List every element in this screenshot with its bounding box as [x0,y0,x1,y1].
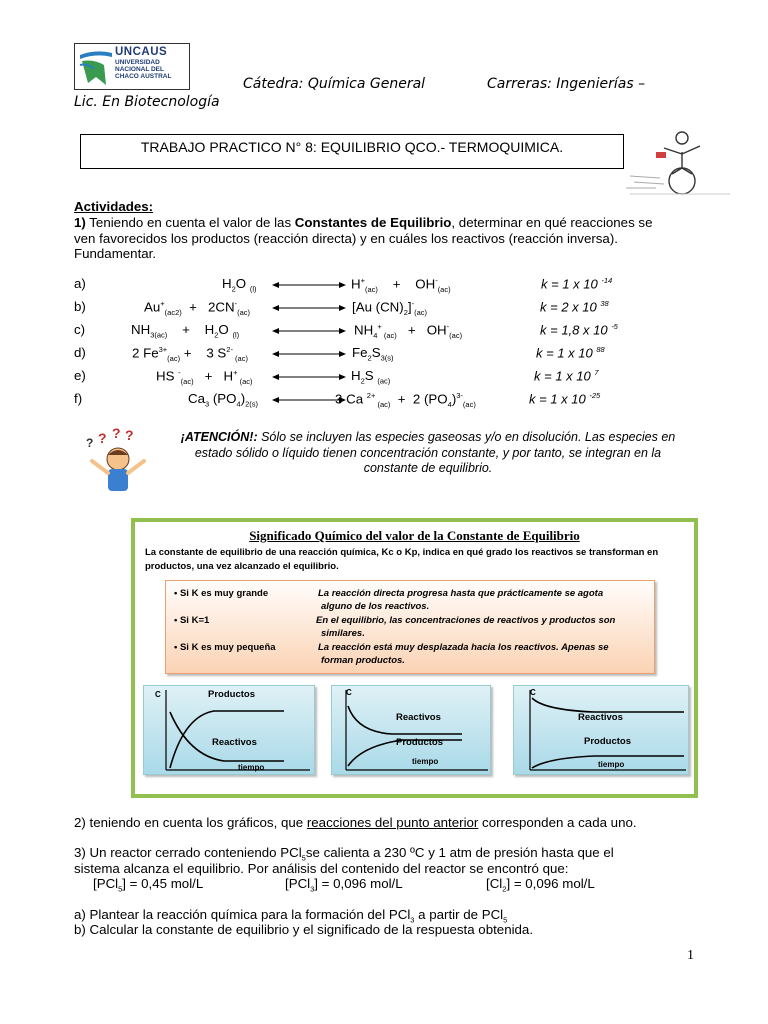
question-1-line-2: ven favorecidos los productos (reacción directa) y en cuáles los reactivos (reacción inversa). [74,231,618,246]
reaction-f-reactants: $Ca_3$ $(PO_4)_{2(s)}$ [188,391,259,409]
reaction-b-products: [Au $(CN)_2]^-_{(ac)}$ [352,299,428,318]
graph-axis-label: C [530,688,536,697]
confused-character-icon [82,425,152,497]
svg-text:?: ? [98,430,107,446]
reaction-a-label: a) [74,276,86,291]
reaction-a-reactants: $H_2O$ $_{(l)}$ [222,276,257,294]
graph-curve-label: Productos [396,737,443,748]
reaction-d-label: d) [74,345,86,360]
graph-k-small [513,685,689,775]
question-3-line-1: 3) Un reactor cerrado conteniendo PCl$_5$se calienta a 230 ºC y 1 atm de presión hasta que el [74,845,614,863]
attention-label: ¡ATENCIÓN!: [180,430,258,444]
k-item-one: • Si K=1 [174,615,210,626]
carreras-label: Carreras: Ingenierías – [487,76,646,92]
svg-text:?: ? [125,427,134,443]
reaction-b-k: k = 2 x 10 $^{38}$ [540,299,609,315]
k-item-small: • Si K es muy pequeña [174,642,276,653]
reaction-f-k: k = 1 x 10 $^{-25}$ [529,391,601,407]
balance-figure-icon [620,126,740,198]
equilibrium-arrow-icon [272,373,346,381]
reaction-e-products: $H_2S$ $_{(ac)}$ [351,368,391,386]
reaction-c-k: k = 1,8 x 10 $^{-5}$ [540,322,618,338]
reaction-e-label: e) [74,368,86,383]
k-item-small-desc: La reacción está muy desplazada hacia los reactivos. Apenas se forman productos. [318,642,609,666]
graph-time-label: tiempo [238,763,265,772]
page-number: 1 [687,948,694,963]
graph-time-label: tiempo [598,760,625,769]
svg-text:?: ? [112,425,121,441]
reaction-d-k: k = 1 x 10 $^{88}$ [536,345,605,361]
reaction-c-reactants: $NH_{3(ac)}$ + $H_2O$ $_{(l)}$ [131,322,240,340]
box-intro: La constante de equilibrio de una reacción química, Kc o Kp, indica en qué grado los reactivos se transforman en productos, una vez alcanzado el equilibrio. [145,547,659,572]
graph-time-label: tiempo [412,757,439,766]
reaction-e-reactants: HS -$_{(ac)}$ + H+ $_{(ac)}$ [156,368,253,387]
question-1-line-1: 1) Teniendo en cuenta el valor de las Constantes de Equilibrio, determinar en qué reacciones se [74,215,653,230]
graph-curve-label: Reactivos [212,737,257,748]
reaction-f-label: f) [74,391,83,406]
box-title: Significado Químico del valor de la Constante de Equilibrio [249,528,580,543]
question-3-line-2: sistema alcanza el equilibrio. Por análisis del contenido del reactor se encontró que: [74,861,569,876]
logo-name: UNCAUS [115,46,168,58]
reaction-d-reactants: 2 $Fe^{3+}_{(ac)}$ + 3 $S^{2-}$ $_{(ac)}$ [132,345,248,364]
attention-note: ¡ATENCIÓN!: Sólo se incluyen las especies gaseosas y/o en disolución. Las especies en estado sólido o líquido tienen concentración constante, y por tanto, se integran en la constante de equilibrio. [180,430,676,475]
k-item-large: • Si K es muy grande [174,588,269,599]
concentration-cl2: $[Cl_2] = 0,096$ mol/L [486,876,595,894]
logo-subtitle: UNIVERSIDAD NACIONAL DEL CHACO AUSTRAL [115,59,172,81]
graph-curve-label: Reactivos [578,712,623,723]
graph-curve-label: Reactivos [396,712,441,723]
k-item-large-desc: La reacción directa progresa hasta que prácticamente se agota alguno de los reactivos. [318,588,604,612]
constant-meaning-box [131,518,698,798]
question-1-line-3: Fundamentar. [74,246,157,261]
graph-axis-label: C [155,690,161,699]
catedra-label: Cátedra: Química General [243,76,426,92]
reaction-a-products: $H^+_{(ac)}$ + $OH^-_{(ac)}$ [351,276,451,295]
question-3-b: b) Calcular la constante de equilibrio y el significado de la respuesta obtenida. [74,922,534,937]
graph-k-large [143,685,315,775]
svg-text:?: ? [86,436,94,450]
page-title: TRABAJO PRACTICO N° 8: EQUILIBRIO QCO.- TERMOQUIMICA. [140,139,564,155]
concentration-pcl5: [PCl$_5$] = 0,45 mol/L [93,876,204,894]
equilibrium-arrow-icon [272,304,346,312]
graph-curve-label: Productos [584,736,631,747]
question-2: 2) teniendo en cuenta los gráficos, que reacciones del punto anterior corresponden a cada uno. [74,815,637,830]
k-interpretation-panel [165,580,655,674]
reaction-b-label: b) [74,299,86,314]
equilibrium-arrow-icon [272,327,346,335]
carreras-continuation: Lic. En Biotecnología [74,94,220,110]
concentration-pcl3: [PCl$_3$] = 0,096 mol/L [285,876,403,894]
equilibrium-arrow-icon [272,350,346,358]
reaction-c-products: $NH_4^+$ $_{(ac)} + OH^-_{(ac)}$ [354,322,463,341]
reaction-b-reactants: $Au^+_{(ac2)} + 2CN^-_{(ac)}$ [144,299,251,318]
graph-axis-label: C [346,688,352,697]
graph-k-one [331,685,491,775]
reaction-f-products: 3 Ca $^{2+}$ $_{(ac)}$ + 2 $(PO_4)^{3-}_{(ac)}$ [335,391,476,410]
question-3-a: a) Plantear la reacción química para la formación del PCl$_3$ a partir de PCl$_5$ [74,907,508,925]
logo-shape-icon [78,47,114,87]
equilibrium-arrow-icon [272,281,346,289]
title-box [80,134,624,169]
activities-heading: Actividades: [74,199,154,214]
k-item-one-desc: En el equilibrio, las concentraciones de reactivos y productos son similares. [316,615,616,639]
graph-curve-label: Productos [208,689,255,700]
reaction-a-k: k = 1 x 10 $^{-14}$ [541,276,613,292]
reaction-c-label: c) [74,322,86,337]
reaction-d-products: $Fe_2S_{3(s)}$ [352,345,394,363]
university-logo [74,43,190,90]
reaction-e-k: k = 1 x 10 $^7$ [534,368,599,384]
